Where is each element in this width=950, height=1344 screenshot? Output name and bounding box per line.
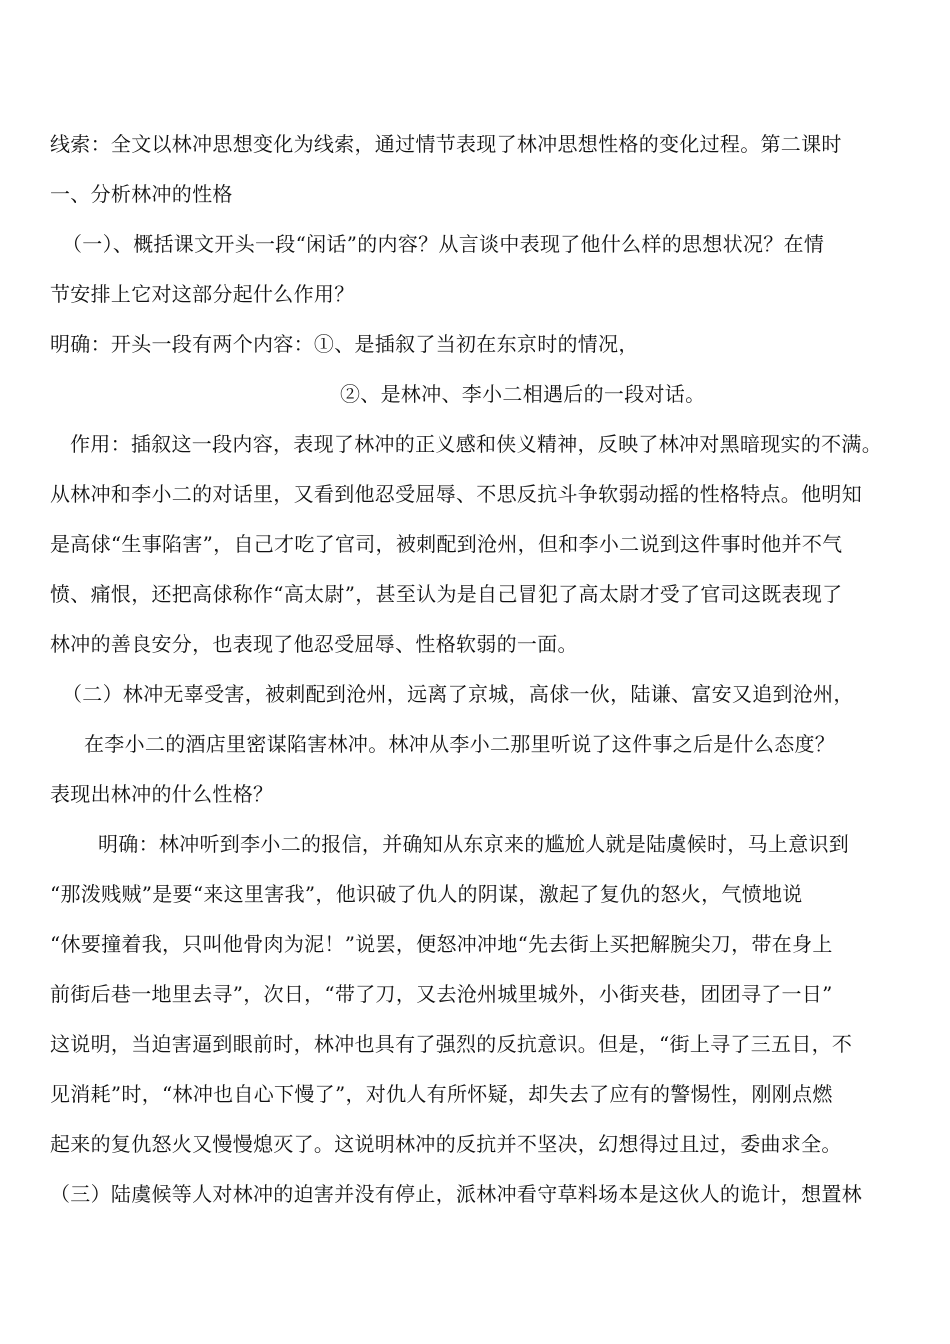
question-2-line-2: 在李小二的酒店里密谋陷害林冲。林冲从李小二那里听说了这件事之后是什么态度？ xyxy=(84,732,836,756)
answer-2-line-2: “那泼贱贼”是要“来这里害我”，他识破了仇人的阴谋，激起了复仇的怒火，气愤地说 xyxy=(50,882,803,906)
answer-2-line-7: 起来的复仇怒火又慢慢熄灭了。这说明林冲的反抗并不坚决，幻想得过且过，委曲求全。 xyxy=(50,1132,842,1156)
section-heading: 一、分析林冲的性格 xyxy=(50,182,233,206)
function-line-4: 愤、痛恨，还把高俅称作“高太尉”，甚至认为是自己冒犯了高太尉才受了官司这既表现了 xyxy=(50,582,843,606)
answer-2-line-5: 这说明，当迫害逼到眼前时，林冲也具有了强烈的反抗意识。但是，“街上寻了三五日，不 xyxy=(50,1032,853,1056)
function-line-1: 作用：插叙这一段内容，表现了林冲的正义感和侠义精神，反映了林冲对黑暗现实的不满。 xyxy=(70,432,882,456)
question-3-line-1: （三）陆虞候等人对林冲的迫害并没有停止，派林冲看守草料场本是这伙人的诡计，想置林 xyxy=(50,1182,862,1206)
answer-2-line-6: 见消耗”时，“林冲也自心下慢了”，对仇人有所怀疑，却失去了应有的警惕性，刚刚点燃 xyxy=(50,1082,833,1106)
text-line-clue: 线索：全文以林冲思想变化为线索，通过情节表现了林冲思想性格的变化过程。第二课时 xyxy=(50,132,842,156)
answer-2-line-3: “休要撞着我，只叫他骨肉为泥！”说罢，便怒冲冲地“先去街上买把解腕尖刀，带在身上 xyxy=(50,932,833,956)
answer-1-line-2: ②、是林冲、李小二相遇后的一段对话。 xyxy=(340,382,706,406)
function-line-2: 从林冲和李小二的对话里，又看到他忍受屈辱、不思反抗斗争软弱动摇的性格特点。他明知 xyxy=(50,482,862,506)
answer-2-line-1: 明确：林冲听到李小二的报信，并确知从东京来的尴尬人就是陆虞候时，马上意识到 xyxy=(98,832,850,856)
question-1-line-1: （一）、概括课文开头一段“闲话”的内容？从言谈中表现了他什么样的思想状况？在情 xyxy=(62,232,825,256)
answer-1-line-1: 明确：开头一段有两个内容：①、是插叙了当初在东京时的情况， xyxy=(50,332,639,356)
function-line-3: 是高俅“生事陷害”，自己才吃了官司，被刺配到沧州，但和李小二说到这件事时他并不气 xyxy=(50,532,843,556)
question-2-line-1: （二）林冲无辜受害，被刺配到沧州，远离了京城，高俅一伙，陆谦、富安又追到沧州， xyxy=(62,682,854,706)
function-line-5: 林冲的善良安分，也表现了他忍受屈辱、性格软弱的一面。 xyxy=(50,632,578,656)
question-2-line-3: 表现出林冲的什么性格？ xyxy=(50,782,274,806)
question-1-line-2: 节安排上它对这部分起什么作用？ xyxy=(50,282,355,306)
answer-2-line-4: 前街后巷一地里去寻”，次日，“带了刀，又去沧州城里城外，小街夹巷，团团寻了一日” xyxy=(50,982,833,1006)
